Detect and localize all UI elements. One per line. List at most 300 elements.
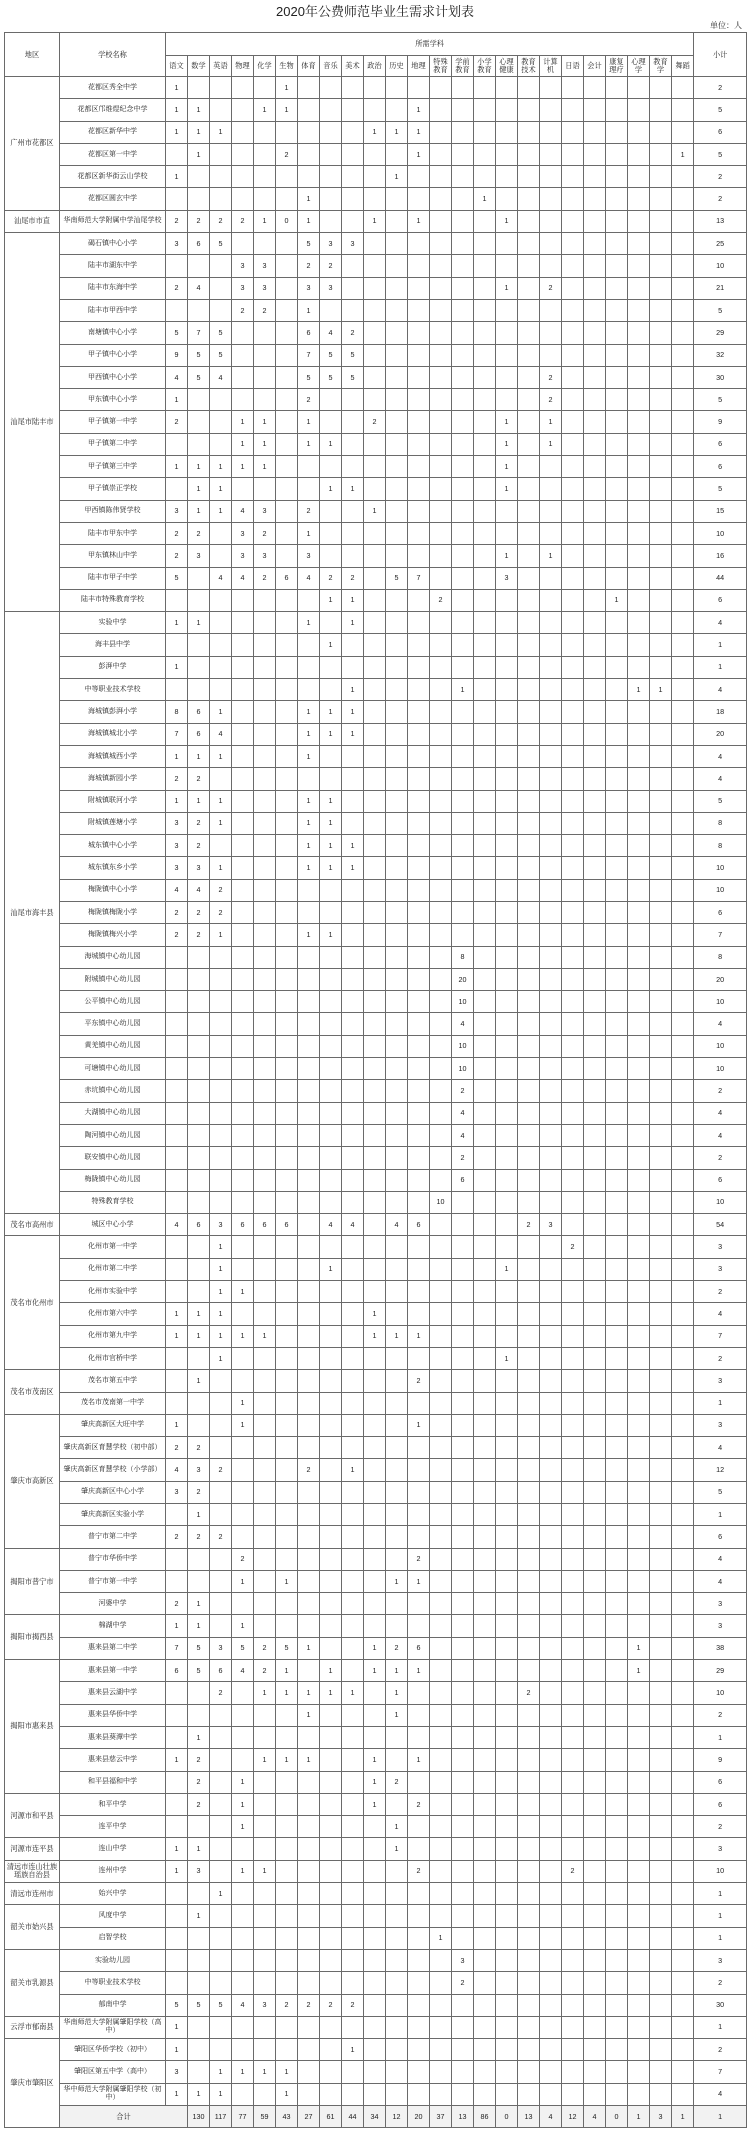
table-row [5, 1570, 747, 1592]
subject-count [496, 1660, 518, 1682]
subject-count [232, 344, 254, 366]
subject-count [342, 188, 364, 210]
subject-count [474, 2083, 496, 2105]
school-name: 郁南中学 [60, 1994, 166, 2016]
subject-count [628, 857, 650, 879]
subject-count [298, 1169, 320, 1191]
subject-count [188, 255, 210, 277]
subject-count [364, 946, 386, 968]
subject-count [474, 411, 496, 433]
subject-count [584, 1771, 606, 1793]
subject-count [540, 567, 562, 589]
table-row [5, 1236, 747, 1258]
subject-count [342, 1771, 364, 1793]
subject-count [210, 411, 232, 433]
subject-count [584, 812, 606, 834]
subject-count: 5 [320, 366, 342, 388]
subject-count [562, 1972, 584, 1994]
subject-count [584, 745, 606, 767]
region-cell: 韶关市始兴县 [5, 1905, 60, 1950]
subject-count [584, 1860, 606, 1882]
subject-count [650, 1615, 672, 1637]
subject-count [276, 277, 298, 299]
subject-count [562, 968, 584, 990]
subject-count [562, 679, 584, 701]
subject-count [584, 1258, 606, 1280]
subject-count [540, 1615, 562, 1637]
subject-count [474, 2016, 496, 2038]
subject-count [342, 1927, 364, 1949]
subject-count [650, 1927, 672, 1949]
subject-count [232, 1236, 254, 1258]
subject-count [276, 1414, 298, 1436]
subject-count [474, 723, 496, 745]
subject-count [606, 812, 628, 834]
subject-count [606, 835, 628, 857]
subject-count [540, 924, 562, 946]
subject-count [232, 612, 254, 634]
subject-count [430, 1704, 452, 1726]
subject-count [584, 1637, 606, 1659]
subject-count [606, 1994, 628, 2016]
subject-count: 1 [232, 2061, 254, 2083]
subject-count [606, 121, 628, 143]
subject-count: 1 [298, 210, 320, 232]
subject-count [628, 968, 650, 990]
subject-total: 130 [188, 2106, 210, 2128]
subject-count: 1 [320, 478, 342, 500]
subject-count [210, 1169, 232, 1191]
subject-count [386, 1370, 408, 1392]
subject-count [430, 790, 452, 812]
school-name: 肇庆高新区育慧学校（小学部） [60, 1459, 166, 1481]
subject-count: 1 [232, 1816, 254, 1838]
row-subtotal: 4 [694, 1013, 747, 1035]
subject-count [496, 1459, 518, 1481]
school-name: 肇阳区华侨学校（初中） [60, 2039, 166, 2061]
subject-count [562, 166, 584, 188]
subject-count [386, 522, 408, 544]
subject-count [342, 879, 364, 901]
subject-count [210, 1504, 232, 1526]
subject-count [320, 1905, 342, 1927]
subject-count [386, 857, 408, 879]
subject-count [342, 812, 364, 834]
subject-count [210, 1102, 232, 1124]
subject-count: 1 [320, 589, 342, 611]
subject-count: 3 [254, 277, 276, 299]
row-subtotal: 6 [694, 1793, 747, 1815]
subject-count: 1 [408, 1325, 430, 1347]
region-cell: 广州市花都区 [5, 77, 60, 211]
subject-count [254, 1570, 276, 1592]
subject-count [276, 366, 298, 388]
subject-count [518, 1526, 540, 1548]
subject-count [320, 210, 342, 232]
subject-count [518, 1169, 540, 1191]
header-subject: 会计 [584, 56, 606, 77]
subject-count [474, 1124, 496, 1146]
subject-count [452, 879, 474, 901]
subject-count [452, 344, 474, 366]
school-name: 陆丰市甲子中学 [60, 567, 166, 589]
subject-count: 1 [254, 210, 276, 232]
row-subtotal: 29 [694, 322, 747, 344]
subject-count [342, 121, 364, 143]
subject-count [584, 1504, 606, 1526]
subject-count: 1 [342, 612, 364, 634]
subject-count [628, 545, 650, 567]
subject-count: 2 [210, 901, 232, 923]
subject-count [606, 1660, 628, 1682]
subject-count [320, 500, 342, 522]
subject-count [254, 679, 276, 701]
subject-count [430, 1392, 452, 1414]
table-row [5, 1504, 747, 1526]
subject-count [452, 1414, 474, 1436]
subject-count [474, 1816, 496, 1838]
subject-count [254, 946, 276, 968]
subject-count [188, 1191, 210, 1213]
subject-count [232, 745, 254, 767]
subject-count [320, 968, 342, 990]
subject-count [166, 1504, 188, 1526]
subject-count [386, 656, 408, 678]
subject-count [364, 1860, 386, 1882]
subject-count [386, 1058, 408, 1080]
subject-count [342, 1548, 364, 1570]
subject-count [474, 1303, 496, 1325]
subject-count [540, 1660, 562, 1682]
subject-count: 4 [342, 1214, 364, 1236]
subject-count [584, 1660, 606, 1682]
subject-count [320, 1147, 342, 1169]
subject-count [320, 1035, 342, 1057]
subject-count [166, 1258, 188, 1280]
subject-count [496, 99, 518, 121]
subject-count: 1 [628, 1660, 650, 1682]
subject-count [628, 188, 650, 210]
subject-count [188, 1392, 210, 1414]
subject-count: 2 [166, 210, 188, 232]
subject-count [430, 879, 452, 901]
subject-count [496, 522, 518, 544]
subject-count: 3 [166, 812, 188, 834]
subject-count: 1 [188, 2083, 210, 2105]
subject-count [540, 679, 562, 701]
school-name: 海城镇城西小学 [60, 745, 166, 767]
subject-count [320, 1615, 342, 1637]
subject-count [672, 344, 694, 366]
subject-count [628, 723, 650, 745]
subject-total: 13 [452, 2106, 474, 2128]
subject-count: 4 [188, 277, 210, 299]
subject-count [628, 589, 650, 611]
school-name: 陆丰市甲西中学 [60, 299, 166, 321]
subject-count [232, 166, 254, 188]
subject-count [496, 2016, 518, 2038]
subject-count [584, 1481, 606, 1503]
subject-count [298, 1927, 320, 1949]
row-subtotal: 1 [694, 1927, 747, 1949]
subject-count [628, 1927, 650, 1949]
subject-count [430, 1058, 452, 1080]
subject-count [606, 545, 628, 567]
school-name: 花都区圆玄中学 [60, 188, 166, 210]
subject-count [342, 991, 364, 1013]
subject-count [540, 1726, 562, 1748]
subject-count: 1 [166, 1414, 188, 1436]
subject-count [408, 612, 430, 634]
subject-count [452, 1593, 474, 1615]
subject-count [342, 1749, 364, 1771]
subject-count [628, 946, 650, 968]
subject-count [430, 1883, 452, 1905]
subject-count [452, 857, 474, 879]
subject-count: 1 [276, 99, 298, 121]
subject-count [584, 1972, 606, 1994]
subject-count [628, 322, 650, 344]
subject-count [452, 1905, 474, 1927]
subject-count [540, 1370, 562, 1392]
subject-count [650, 589, 672, 611]
subject-count: 4 [166, 1459, 188, 1481]
subject-count [672, 1504, 694, 1526]
subject-count [320, 1102, 342, 1124]
subject-count [276, 1949, 298, 1971]
subject-count [474, 879, 496, 901]
subject-count [166, 1771, 188, 1793]
subject-count [386, 901, 408, 923]
subject-count [298, 1570, 320, 1592]
subject-count [672, 433, 694, 455]
subject-count [474, 1637, 496, 1659]
subject-count [408, 745, 430, 767]
subject-count [672, 1526, 694, 1548]
subject-count [364, 255, 386, 277]
subject-count [584, 1593, 606, 1615]
subject-count [540, 233, 562, 255]
subject-count [518, 1325, 540, 1347]
subject-count [496, 1726, 518, 1748]
subject-count [562, 500, 584, 522]
subject-count [452, 99, 474, 121]
subject-count [386, 1749, 408, 1771]
subject-count [342, 1704, 364, 1726]
subject-count: 1 [232, 456, 254, 478]
subject-count [276, 589, 298, 611]
school-name: 肇阳区第五中学（高中） [60, 2061, 166, 2083]
subject-total: 3 [650, 2106, 672, 2128]
subject-count [452, 634, 474, 656]
subject-count [562, 188, 584, 210]
subject-count: 2 [298, 255, 320, 277]
subject-count [474, 1437, 496, 1459]
subject-count [540, 879, 562, 901]
subject-count [606, 946, 628, 968]
table-row [5, 701, 747, 723]
subject-count: 2 [166, 545, 188, 567]
subject-count [254, 1392, 276, 1414]
subject-count [474, 968, 496, 990]
subject-count [298, 634, 320, 656]
subject-count [386, 1905, 408, 1927]
subject-count [672, 1058, 694, 1080]
subject-count [166, 255, 188, 277]
subject-count [540, 478, 562, 500]
subject-count [584, 322, 606, 344]
subject-count [606, 1481, 628, 1503]
subject-count [430, 1504, 452, 1526]
subject-count [474, 99, 496, 121]
subject-count [320, 1570, 342, 1592]
school-name: 化州市官桥中学 [60, 1347, 166, 1369]
subject-count [606, 567, 628, 589]
header-subject: 地理 [408, 56, 430, 77]
school-name: 梅陇镇中心幼儿园 [60, 1169, 166, 1191]
subject-count [584, 2016, 606, 2038]
subject-count [628, 77, 650, 99]
subject-count [298, 1414, 320, 1436]
subject-count [672, 1593, 694, 1615]
subject-count [518, 255, 540, 277]
subject-count [562, 1526, 584, 1548]
subject-count [342, 1437, 364, 1459]
school-name: 陶河镇中心幼儿园 [60, 1124, 166, 1146]
subject-count [320, 188, 342, 210]
subject-count [518, 812, 540, 834]
subject-count [650, 835, 672, 857]
subject-count [364, 2061, 386, 2083]
subject-count [430, 1347, 452, 1369]
subject-count [628, 1793, 650, 1815]
subject-count [210, 1481, 232, 1503]
subject-count [430, 1771, 452, 1793]
subject-count [386, 1347, 408, 1369]
subject-count [386, 1972, 408, 1994]
subject-count [430, 1660, 452, 1682]
subject-count [562, 1258, 584, 1280]
subject-count [496, 857, 518, 879]
subject-count: 3 [254, 1994, 276, 2016]
subject-count [298, 121, 320, 143]
subject-count: 1 [320, 1682, 342, 1704]
subject-count [342, 456, 364, 478]
subject-count [496, 255, 518, 277]
subject-count [562, 255, 584, 277]
subject-count [606, 879, 628, 901]
subject-count [298, 1860, 320, 1882]
school-name: 附城镇莲塘小学 [60, 812, 166, 834]
subject-count [276, 299, 298, 321]
subject-count [496, 2039, 518, 2061]
demand-table [4, 32, 747, 2128]
subject-count [474, 1726, 496, 1748]
subject-count [540, 1459, 562, 1481]
subject-count: 3 [166, 500, 188, 522]
subject-count [452, 166, 474, 188]
subject-count [320, 946, 342, 968]
region-cell: 汕尾市市直 [5, 210, 60, 232]
subject-count: 5 [166, 567, 188, 589]
subject-count [496, 1704, 518, 1726]
subject-count [540, 1637, 562, 1659]
subject-count: 1 [188, 1593, 210, 1615]
subject-count [298, 1392, 320, 1414]
row-subtotal: 5 [694, 99, 747, 121]
subject-count [386, 1994, 408, 2016]
subject-count [430, 121, 452, 143]
subject-count [254, 166, 276, 188]
subject-count [518, 1860, 540, 1882]
subject-count [430, 500, 452, 522]
subject-count [452, 545, 474, 567]
subject-count: 5 [188, 1637, 210, 1659]
subject-count [540, 968, 562, 990]
subject-count [672, 1771, 694, 1793]
subject-count: 1 [496, 1347, 518, 1369]
table-row [5, 1860, 747, 1882]
subject-count [452, 1236, 474, 1258]
row-subtotal: 21 [694, 277, 747, 299]
subject-count [166, 1169, 188, 1191]
subject-count: 5 [210, 1994, 232, 2016]
subject-count [408, 389, 430, 411]
subject-count [518, 1392, 540, 1414]
subject-count [386, 322, 408, 344]
subject-count [452, 1660, 474, 1682]
subject-count [474, 1169, 496, 1191]
subject-count [474, 344, 496, 366]
subject-count [628, 1593, 650, 1615]
subject-count [210, 1080, 232, 1102]
subject-count [672, 1169, 694, 1191]
row-subtotal: 9 [694, 1749, 747, 1771]
subject-count [342, 1481, 364, 1503]
subject-count [188, 1704, 210, 1726]
subject-count [518, 1147, 540, 1169]
school-name: 特殊教育学校 [60, 1191, 166, 1213]
subject-count: 2 [452, 1147, 474, 1169]
subject-count [342, 1169, 364, 1191]
row-subtotal: 7 [694, 2061, 747, 2083]
subject-count [386, 723, 408, 745]
subject-count: 10 [452, 1035, 474, 1057]
subject-count [540, 1504, 562, 1526]
subject-count [672, 768, 694, 790]
subject-count [540, 1058, 562, 1080]
subject-count [606, 143, 628, 165]
subject-count [430, 1749, 452, 1771]
subject-count [386, 99, 408, 121]
subject-count [408, 1392, 430, 1414]
subject-count [298, 1281, 320, 1303]
subject-count [430, 1080, 452, 1102]
subject-count [474, 299, 496, 321]
school-name: 化州市第二中学 [60, 1258, 166, 1280]
subject-count [342, 522, 364, 544]
subject-count [342, 1102, 364, 1124]
subject-count [342, 768, 364, 790]
subject-count [672, 812, 694, 834]
subject-count [496, 1816, 518, 1838]
subject-count [628, 1392, 650, 1414]
subject-count: 1 [386, 1838, 408, 1860]
subject-count [672, 545, 694, 567]
subject-count [584, 1147, 606, 1169]
subject-count [672, 1816, 694, 1838]
subject-count [254, 1927, 276, 1949]
